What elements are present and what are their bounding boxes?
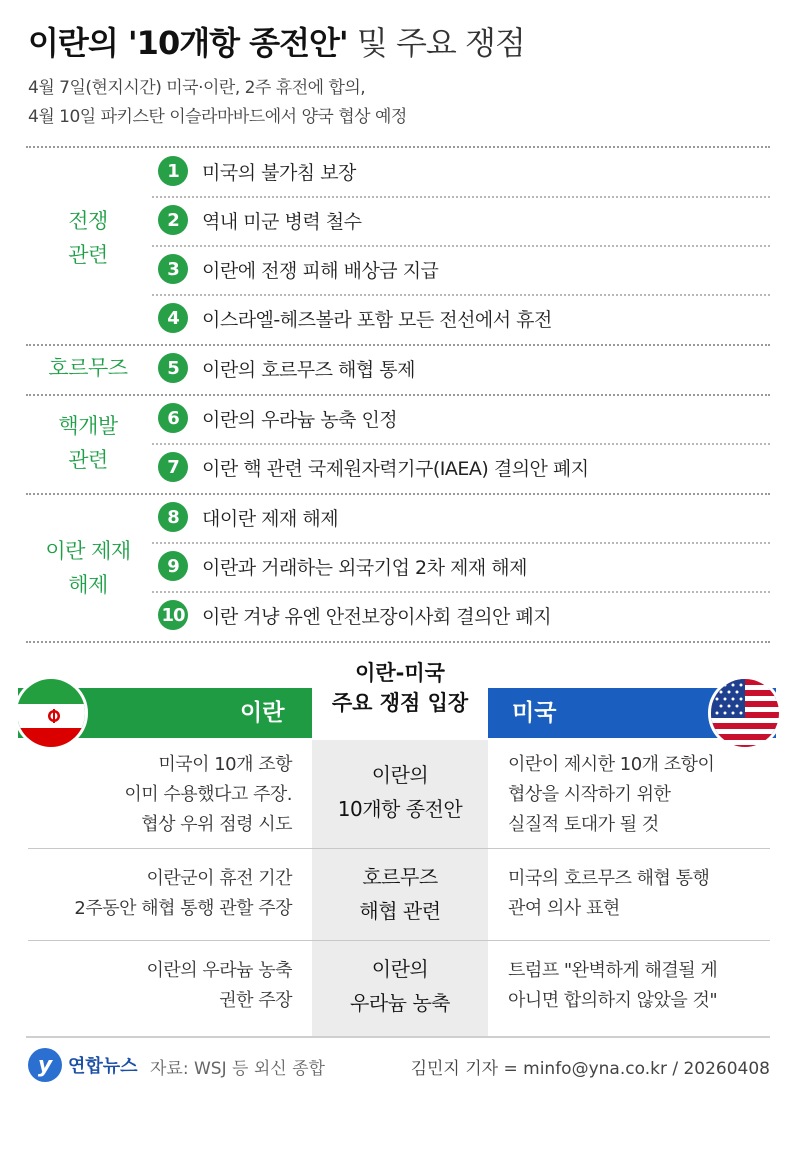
title-suffix: 및 주요 쟁점 bbox=[356, 24, 525, 62]
category-label: 핵개발 bbox=[58, 414, 118, 438]
logo-mark: y bbox=[28, 1048, 62, 1082]
text-line: 이란이 제시한 10개 조항이 bbox=[508, 754, 715, 775]
text-line: 이란의 bbox=[371, 957, 429, 981]
text-line: 호르무즈 bbox=[362, 865, 438, 889]
text-line: 협상을 시작하기 위한 bbox=[508, 784, 671, 805]
us-position-2 bbox=[508, 864, 778, 924]
text-line: 이란군이 휴전 기간 bbox=[146, 868, 292, 889]
category-label: 이란 제재 bbox=[45, 539, 131, 563]
item-text: 역내 미군 병력 철수 bbox=[202, 210, 362, 233]
category-label: 관련 bbox=[68, 448, 108, 472]
list-item bbox=[158, 246, 438, 292]
text-line: 해협 관련 bbox=[359, 899, 441, 923]
text-line: 미국의 호르무즈 해협 통행 bbox=[508, 868, 710, 889]
comparison-title bbox=[312, 658, 488, 718]
text-line: 협상 우위 점령 시도 bbox=[141, 814, 292, 835]
text-line: 미국이 10개 조항 bbox=[158, 754, 292, 775]
list-item bbox=[158, 197, 361, 243]
item-text: 미국의 불가침 보장 bbox=[202, 161, 356, 184]
number-badge: 4 bbox=[158, 303, 188, 333]
list-item bbox=[158, 148, 356, 194]
iran-label: 이란 bbox=[240, 700, 285, 726]
comparison-title-line: 이란-미국 bbox=[355, 661, 445, 685]
divider bbox=[26, 394, 770, 396]
category-label: 호르무즈 bbox=[48, 356, 128, 380]
issue-3 bbox=[312, 952, 488, 1020]
source-note: 자료: WSJ 등 외신 종합 bbox=[150, 1059, 325, 1079]
us-position-3 bbox=[508, 956, 778, 1016]
subtitle-line-1: 4월 7일(현지시간) 미국·이란, 2주 휴전에 합의, bbox=[28, 78, 366, 98]
text-line: 이란의 우라늄 농축 bbox=[146, 960, 292, 981]
iran-position-3 bbox=[40, 956, 292, 1016]
issue-2 bbox=[312, 860, 488, 928]
number-badge: 10 bbox=[158, 600, 188, 630]
iran-flag-icon bbox=[14, 676, 88, 750]
list-item bbox=[158, 295, 552, 341]
page-title bbox=[28, 18, 525, 64]
text-line: 이란의 bbox=[371, 763, 429, 787]
list-item bbox=[158, 543, 527, 589]
divider bbox=[26, 146, 770, 148]
text-line: 실질적 토대가 될 것 bbox=[508, 814, 659, 835]
list-item bbox=[158, 592, 551, 638]
category-hormuz bbox=[28, 351, 148, 385]
subtitle-line-2: 4월 10일 파키스탄 이슬라마바드에서 양국 협상 예정 bbox=[28, 107, 407, 127]
list-item bbox=[158, 444, 589, 490]
number-badge: 5 bbox=[158, 353, 188, 383]
number-badge: 3 bbox=[158, 254, 188, 284]
category-label: 전쟁 bbox=[68, 209, 108, 233]
number-badge: 7 bbox=[158, 452, 188, 482]
yonhap-logo-icon bbox=[28, 1048, 138, 1082]
item-text: 이란의 호르무즈 해협 통제 bbox=[202, 358, 416, 381]
text-line: 아니면 합의하지 않았을 것" bbox=[508, 990, 718, 1011]
category-sanctions bbox=[28, 534, 148, 602]
credit-line: 김민지 기자 = minfo@yna.co.kr / 20260408 bbox=[410, 1059, 770, 1079]
footer-divider bbox=[26, 1036, 770, 1038]
number-badge: 9 bbox=[158, 551, 188, 581]
item-text: 이란과 거래하는 외국기업 2차 제재 해제 bbox=[202, 556, 527, 579]
iran-position-1 bbox=[40, 750, 292, 840]
item-text: 이스라엘-헤즈볼라 포함 모든 전선에서 휴전 bbox=[202, 308, 552, 331]
text-line: 2주동안 해협 통행 관할 주장 bbox=[74, 898, 292, 919]
iran-position-2 bbox=[40, 864, 292, 924]
category-label: 해제 bbox=[68, 573, 108, 597]
us-label: 미국 bbox=[512, 700, 557, 726]
category-war bbox=[28, 204, 148, 272]
logo-text: 연합뉴스 bbox=[68, 1056, 138, 1077]
us-position-1 bbox=[508, 750, 778, 840]
issue-1 bbox=[312, 758, 488, 826]
number-badge: 2 bbox=[158, 205, 188, 235]
category-nuclear bbox=[28, 409, 148, 477]
divider bbox=[28, 848, 770, 849]
item-text: 이란 핵 관련 국제원자력기구(IAEA) 결의안 폐지 bbox=[202, 457, 589, 480]
list-item bbox=[158, 494, 338, 540]
list-item bbox=[158, 345, 415, 391]
divider bbox=[26, 641, 770, 643]
number-badge: 6 bbox=[158, 403, 188, 433]
number-badge: 1 bbox=[158, 156, 188, 186]
us-flag-icon bbox=[708, 676, 782, 750]
text-line: 권한 주장 bbox=[219, 990, 292, 1011]
item-text: 이란 겨냥 유엔 안전보장이사회 결의안 폐지 bbox=[202, 605, 552, 628]
text-line: 트럼프 "완벽하게 해결될 게 bbox=[508, 960, 718, 981]
number-badge: 8 bbox=[158, 502, 188, 532]
text-line: 우라늄 농축 bbox=[350, 991, 450, 1015]
item-text: 이란에 전쟁 피해 배상금 지급 bbox=[202, 259, 439, 282]
text-line: 관여 의사 표현 bbox=[508, 898, 620, 919]
list-item bbox=[158, 395, 397, 441]
item-text: 이란의 우라늄 농축 인정 bbox=[202, 408, 398, 431]
divider bbox=[26, 493, 770, 495]
category-label: 관련 bbox=[68, 243, 108, 267]
text-line: 이미 수용했다고 주장. bbox=[124, 784, 292, 805]
item-text: 대이란 제재 해제 bbox=[202, 507, 339, 530]
text-line: 10개항 종전안 bbox=[337, 797, 463, 821]
title-main: 이란의 '10개항 종전안' bbox=[28, 24, 348, 62]
divider bbox=[28, 940, 770, 941]
comparison-title-line: 주요 쟁점 입장 bbox=[331, 691, 469, 715]
